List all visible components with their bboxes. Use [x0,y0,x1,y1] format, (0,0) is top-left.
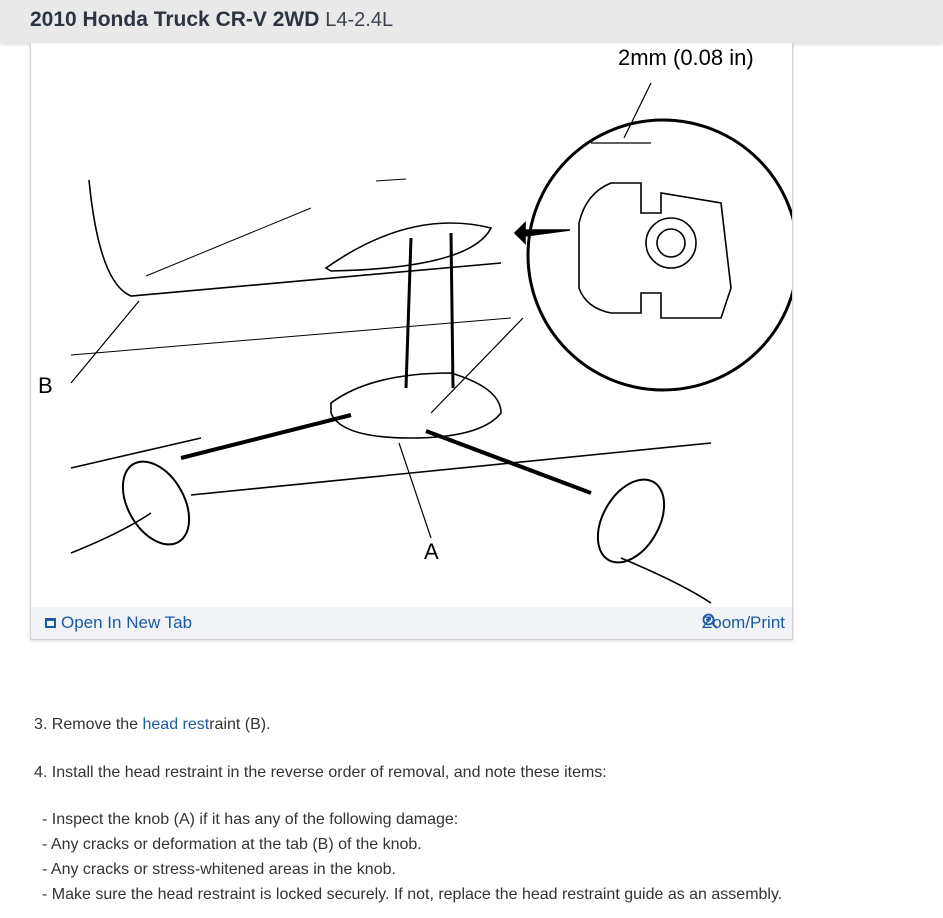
label-a: A [424,539,439,564]
step-4: 4. Install the head restraint in the reverse order of removal, and note these items: [34,764,607,781]
new-tab-icon [45,618,56,628]
dimension-label: 2mm (0.08 in) [618,45,754,70]
open-new-tab-link[interactable] [45,613,192,633]
head-restraint-link[interactable]: head rest [142,716,210,733]
zoom-in-icon [702,613,718,629]
note-item: - Inspect the knob (A) if it has any of the following damage: [42,811,459,828]
page-title [30,8,393,32]
instructions [34,716,782,907]
head-restraint-illustration [31,43,792,607]
figure-toolbar [31,607,792,639]
open-new-tab-label: Open In New Tab [61,613,193,632]
page-header [0,0,943,43]
step-3 [34,716,782,734]
illustration-panel [30,43,793,640]
note-item: - Any cracks or stress-whitened areas in the knob. [42,861,396,878]
note-item: - Make sure the head restraint is locked securely. If not, replace the head restraint guide as an assembly. [42,886,783,903]
label-b: B [38,373,53,398]
zoom-print-label: Zoom/Print [701,613,785,632]
notes-list [42,807,782,907]
note-item: - Any cracks or deformation at the tab (B) of the knob. [42,836,422,853]
engine-label: L4-2.4L [325,9,394,31]
vehicle-title: 2010 Honda Truck CR-V 2WD [30,8,320,31]
step-3-text: 3. Remove the [34,716,143,733]
step-3-suffix: raint (B). [209,716,271,733]
zoom-print-link[interactable] [702,613,785,633]
